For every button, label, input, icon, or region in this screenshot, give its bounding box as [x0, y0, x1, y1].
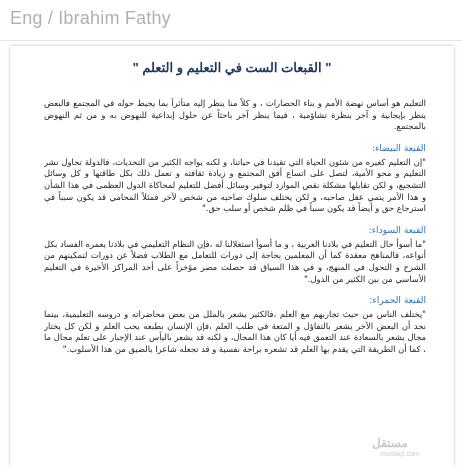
document-body: [44, 98, 426, 458]
section-heading-red-hat: القبعة الحمراء:: [369, 295, 426, 307]
page-header: [0, 0, 462, 41]
document-title: " القبعات الست في التعليم و التعلم ": [132, 60, 332, 75]
author-label: Eng / Ibrahim Fathy: [10, 8, 171, 28]
section-text-red-hat: "يختلف الناس من حيث تجاربهم مع العلم ،فالكثير يشعر بالملل من بعض محاضراته و دروسه التعليمية، بينما نجد أن البعض الآخر يشعر بالتفاؤل و المتعة في طلب العلم ،فإن الإنسان بطبعه يحب العلم و لكن كل يختار مجال يشعر بالسعادة عند التعمق فيه أيا كان هذا المجال، و لكنه قد يشعر باليأس عند الإجبار على تعلم مجال ما ، كما أن الطريقة التي يقدم بها العلم قد تشعره براحة نفسية و قد تجعله شاعرا بالضيق من هذا الأسلوب.": [44, 309, 426, 354]
watermark-domain: mostaql.com: [380, 451, 420, 458]
watermark-brand: مستقل: [372, 436, 408, 450]
intro-paragraph: التعليم هو أساس نهضة الأمم و بناء الحضارات ، و كلاً منا ينظر إليه متأثراً بما يحيط حوله في المجتمع فالبعض ينظر بإيجابية و آخر بنظرة تشاؤمية ، فيما ينظر آخر باحثاً عن حلول إبداعية للنهوض به و من ثم النهوض بالمجتمع.: [44, 98, 426, 132]
section-text-black-hat: "ما أسوأ حال التعليم في بلادنا العربية ، و ما أسوأ استغلالنا له ،فإن النظام التعليمي في بلادنا يعمره الفساد بكل أنواعه، فالمناهج معقدة كما أن المعلمين بحاجة إلى دورات للتعامل مع الطلاب فضلاً عن دورات لتمكينهم من الشرح و التحول في المنهج، و في هذا السياق قد حصلت مصر مؤخراً على أحد المراكز الأخيرة في التعليم الأساسي من بين الكثير من الدول.": [44, 238, 426, 284]
document-page: [10, 46, 454, 466]
section-heading-white-hat: القبعة البيضاء:: [371, 142, 426, 154]
section-text-white-hat: "إن التعليم كغيره من شئون الحياة التي تقيدنا في حياتنا، و لكنه يواجه الكثير من التحديات، فالدولة تحاول نشر التعليم و محو الأمية، لتصل على اتساع أفق المجتمع و زيادة ثقافته و تعمل ذلك بكل طاقتها و كل وسائل التشجيع، و لكن تقابلها مشكلة نقص الموارد لتوفير وسائل أفضل للتعليم لمحاكاة الدول العظمى في هذا الشأن و هذا الأمر ينمي عقل صاحبه، و لكن يختلف سلوك صاحبه من شخص لآخر فمثلاً المحامي قد يكون سبباً في استرجاع حق و أيضاً قد يكون سبباً في ظلم شخص أو سلب حق.": [44, 156, 426, 214]
section-heading-black-hat: القبعة السوداء:: [368, 224, 426, 236]
